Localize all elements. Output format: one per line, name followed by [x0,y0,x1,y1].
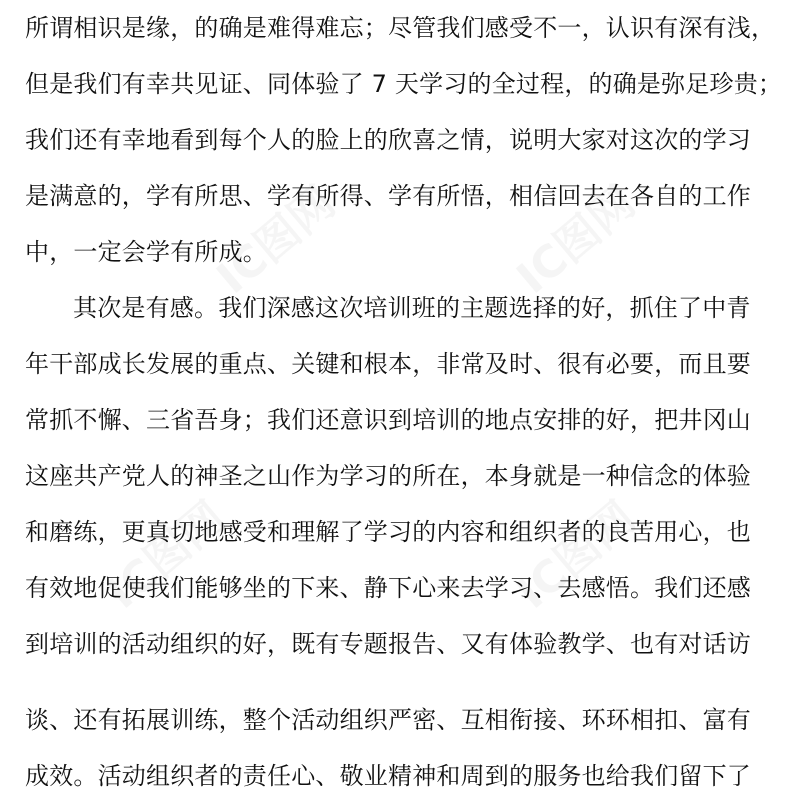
paragraph-line: 这座共产党人的神圣之山作为学习的所在，本身就是一种信念的体验 [25,462,751,490]
watermark-logo: IC图网 [507,491,645,619]
paragraph-line: 年干部成长发展的重点、关键和根本，非常及时、很有必要，而且要 [25,350,751,378]
paragraph-line: 谈、还有拓展训练，整个活动组织严密、互相衔接、环环相扣、富有 [25,706,751,734]
watermark-logo: IC图网 [97,491,235,619]
paragraph-line: 所谓相识是缘，的确是难得难忘；尽管我们感受不一，认识有深有浅， [25,14,776,42]
paragraph-line: 其次是有感。我们深感这次培训班的主题选择的好，抓住了中青 [73,294,751,322]
watermark-logo: IC图网 [207,176,345,304]
paragraph-line: 但是我们有幸共见证、同体验了 7 天学习的全过程，的确是弥足珍贵； [25,70,783,98]
paragraph-line: 到培训的活动组织的好，既有专题报告、又有体验教学、也有对话访 [25,630,751,658]
paragraph-line: 有效地促使我们能够坐的下来、静下心来去学习、去感悟。我们还感 [25,574,751,602]
paragraph-line: 常抓不懈、三省吾身；我们还意识到培训的地点安排的好，把井冈山 [25,406,751,434]
paragraph-line: 中，一定会学有所成。 [25,238,267,266]
paragraph-line: 和磨练，更真切地感受和理解了学习的内容和组织者的良苦用心，也 [25,518,751,546]
paragraph-line: 成效。活动组织者的责任心、敬业精神和周到的服务也给我们留下了 [25,762,751,790]
paragraph-line: 是满意的，学有所思、学有所得、学有所悟，相信回去在各自的工作 [25,182,751,210]
watermark-logo: IC图网 [507,176,645,304]
paragraph-line: 我们还有幸地看到每个人的脸上的欣喜之情，说明大家对这次的学习 [25,126,751,154]
